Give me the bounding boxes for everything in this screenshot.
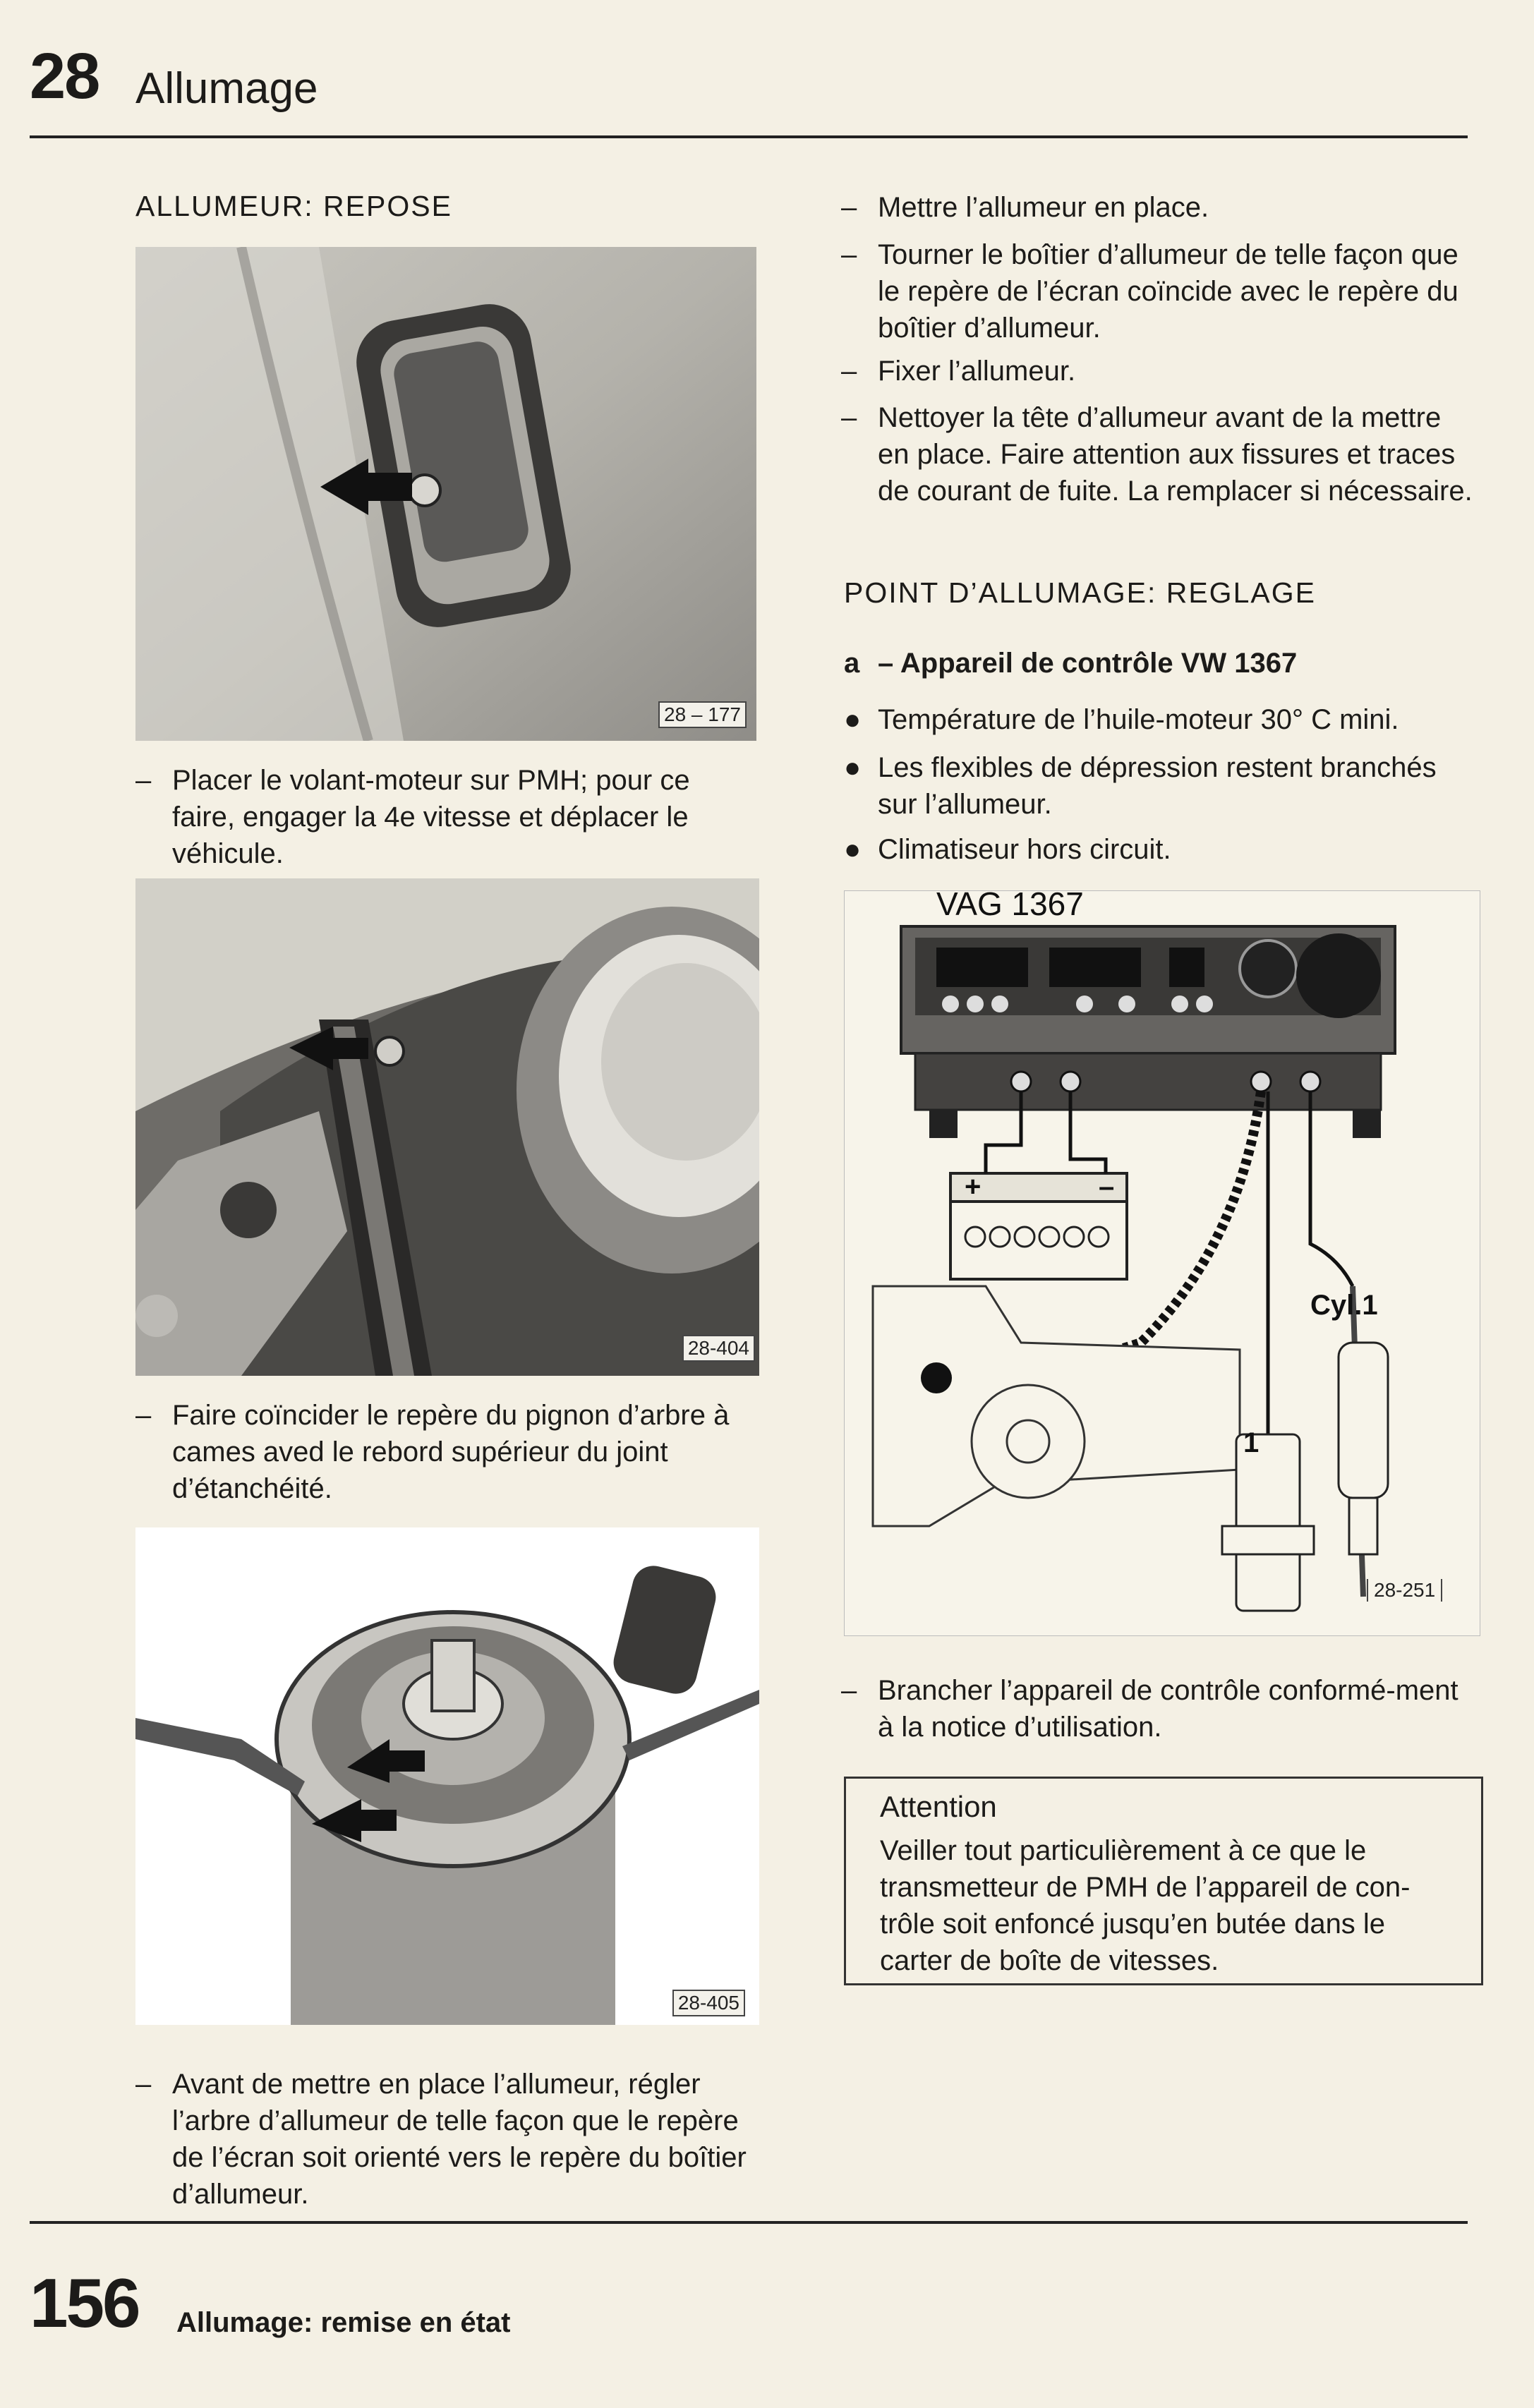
section-heading-allumeur-repose: ALLUMEUR: REPOSE: [135, 190, 452, 222]
step-text: Mettre l’allumeur en place.: [878, 192, 1209, 223]
figure-28-177: [135, 247, 756, 741]
bullet-text: Température de l’huile-moteur 30° C mini.: [878, 704, 1399, 735]
step-item: [135, 2066, 763, 2221]
attention-box: [844, 1777, 1483, 1985]
cyl-label: Cyl.1: [1310, 1290, 1378, 1321]
chapter-number: 28: [30, 40, 99, 112]
section-heading-point-allumage: POINT D’ALLUMAGE: REGLAGE: [844, 576, 1316, 609]
bullet-marker: ●: [844, 834, 862, 865]
bullet-item: [841, 831, 1476, 868]
page-number: 156: [30, 2264, 139, 2342]
step-item: [841, 189, 1476, 226]
figure-label: 28-251: [1367, 1579, 1442, 1602]
dash-marker: –: [135, 1400, 152, 1431]
svg-text:+: +: [965, 1171, 982, 1202]
bullet-item: [841, 701, 1476, 738]
figure-28-405: [135, 1527, 759, 2025]
step-item: [135, 1397, 756, 1510]
footer-text: Allumage: remise en état: [176, 2307, 511, 2338]
bullet-item: [841, 749, 1476, 823]
step-item: [135, 762, 756, 875]
step-text: Tourner le boîtier d’allumeur de telle façon que le repère de l’écran coïncide avec le repère du boîtier d’allumeur.: [878, 239, 1458, 344]
dash-marker: –: [841, 356, 857, 387]
step-item: [841, 399, 1476, 546]
sub-letter: a: [844, 648, 860, 679]
dash-marker: –: [135, 2069, 152, 2100]
step-text: Avant de mettre en place l’allumeur, régler l’arbre d’allumeur de telle façon que le repère de l’écran soit orienté vers le repère du boîtier d’allumeur.: [172, 2069, 747, 2210]
step-text: Faire coïncider le repère du pignon d’arbre à cames aved le rebord supérieur du joint d’étanchéité.: [172, 1400, 730, 1504]
header-rule: [30, 135, 1468, 138]
sub-heading: – Appareil de contrôle VW 1367: [878, 648, 1298, 679]
step-item: [841, 1672, 1476, 1746]
chapter-title: Allumage: [135, 64, 318, 113]
step-text: Nettoyer la tête d’allumeur avant de la mettre en place. Faire attention aux fissures et traces de courant de fuite. La remplacer si nécessaire.: [878, 402, 1473, 507]
step-text: Brancher l’appareil de contrôle conformé-ment à la notice d’utilisation.: [878, 1675, 1458, 1743]
figure-label: 28-405: [672, 1990, 745, 2016]
diagram-28-251: [844, 885, 1480, 1636]
attention-text: Veiller tout particulièrement à ce que le transmetteur de PMH de l’appareil de con-trôle soit enfoncé jusqu’en butée dans le carter de boîte de vitesses.: [880, 1835, 1411, 1976]
step-item: [841, 353, 1476, 389]
diagram-drawing: [845, 891, 1480, 1635]
figure-28-404: [135, 878, 759, 1376]
dash-marker: –: [135, 765, 152, 796]
bullet-marker: ●: [844, 752, 862, 783]
footer-rule: [30, 2221, 1468, 2224]
figure-label: 28 – 177: [658, 701, 747, 728]
step-item: [841, 236, 1476, 346]
coil-label: 1: [1243, 1427, 1260, 1458]
bullet-marker: ●: [844, 704, 862, 735]
svg-text:–: –: [1099, 1171, 1115, 1202]
step-text: Placer le volant-moteur sur PMH; pour ce faire, engager la 4e vitesse et déplacer le véhicule.: [172, 765, 690, 869]
bullet-text: Climatiseur hors circuit.: [878, 834, 1171, 865]
dash-marker: –: [841, 1675, 857, 1706]
attention-title: Attention: [880, 1790, 997, 1823]
figure-label: 28-404: [682, 1335, 755, 1362]
step-text: Fixer l’allumeur.: [878, 356, 1076, 387]
bullet-text: Les flexibles de dépression restent branchés sur l’allumeur.: [878, 752, 1437, 820]
dash-marker: –: [841, 239, 857, 270]
dash-marker: –: [841, 192, 857, 223]
dash-marker: –: [841, 402, 857, 433]
device-title: VAG 1367: [936, 885, 1084, 922]
